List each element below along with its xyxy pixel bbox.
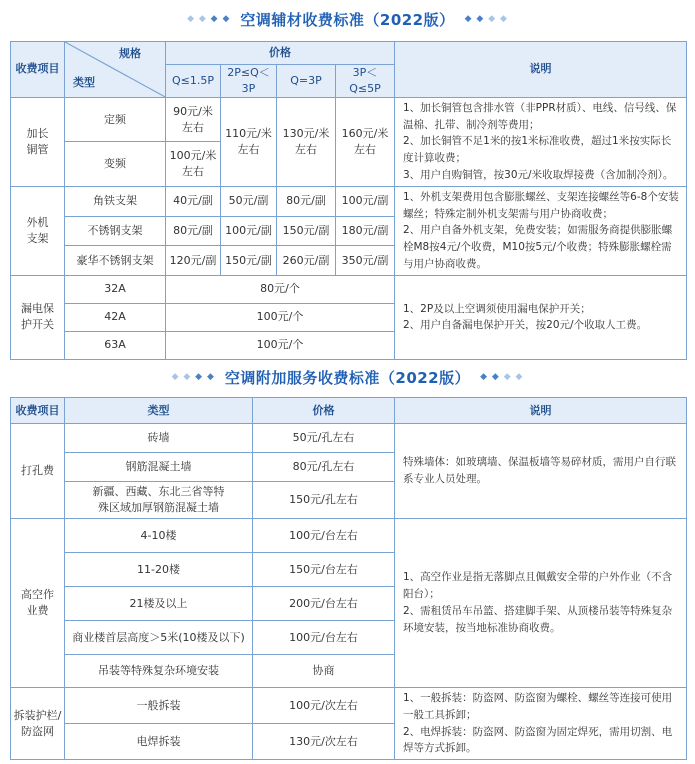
bracket-type: 角铁支架	[65, 186, 166, 216]
leak-type: 42A	[65, 303, 166, 331]
header-spec-type-diagonal	[65, 42, 166, 98]
high-type: 商业楼首层高度＞5米(10楼及以下)	[65, 621, 253, 655]
drill-type: 钢筋混凝土墙	[65, 453, 253, 482]
drill-type: 新疆、西藏、东北三省等特 殊区域加厚钢筋混凝土墙	[65, 482, 253, 519]
bracket-price: 100元/副	[221, 216, 277, 246]
drill-price: 50元/孔左右	[253, 424, 395, 453]
section1-title: 空调辅材收费标准（2022版）	[240, 10, 455, 29]
high-description: 1、高空作业是指无落脚点且佩戴安全带的户外作业（不含阳台）； 2、需租赁吊车吊篮、搭建脚手架、从顶楼吊装等特殊复杂环境安装，按当地标准协商收费。	[395, 519, 687, 688]
bracket-price: 80元/副	[277, 186, 336, 216]
header-desc: 说明	[395, 398, 687, 424]
remove-price: 100元/次左右	[253, 688, 395, 724]
aux-material-fee-table	[10, 41, 687, 360]
high-price: 协商	[253, 655, 395, 688]
header-col-3: Q=3P	[277, 65, 336, 98]
high-type: 吊装等特殊复杂环境安装	[65, 655, 253, 688]
diamond-decoration-right-icon: ◆ ◆ ◆ ◆	[480, 372, 524, 382]
pipe-price-fixed: 90元/米 左右	[166, 97, 221, 141]
drill-type: 砖墙	[65, 424, 253, 453]
remove-type: 电焊拆装	[65, 724, 253, 760]
remove-description: 1、一般拆装：防盗网、防盗窗为螺栓、螺丝等连接可使用一般工具拆卸； 2、电焊拆装：防盗网、防盗窗为固定焊死，需用切割、电焊等方式拆卸。	[395, 688, 687, 760]
drill-description: 特殊墙体：如玻璃墙、保温板墙等易碎材质，需用户自行联系专业人员处理。	[395, 424, 687, 519]
drill-price: 150元/孔左右	[253, 482, 395, 519]
pipe-price-inverter: 100元/米 左右	[166, 142, 221, 187]
category-copper-pipe: 加长 铜管	[11, 97, 65, 186]
remove-type: 一般拆装	[65, 688, 253, 724]
header-fee-item: 收费项目	[11, 42, 65, 98]
diamond-decoration-right-icon: ◆ ◆ ◆ ◆	[464, 14, 508, 24]
header-col-4: 3P＜Q≤5P	[336, 65, 395, 98]
leak-description: 1、2P及以上空调须使用漏电保护开关； 2、用户自备漏电保护开关，按20元/个收取人工费。	[395, 275, 687, 359]
category-high-altitude: 高空作 业费	[11, 519, 65, 688]
header-fee-item: 收费项目	[11, 398, 65, 424]
bracket-price: 150元/副	[277, 216, 336, 246]
pipe-description: 1、加长铜管包含排水管（非PPR材质）、电线、信号线、保温棉、扎带、制冷剂等费用； 2、加长铜管不足1米的按1米标准收费，超过1米按实际长度计算收费； 3、用户自购铜管，按30元/米收取焊接费（含加制冷剂）。	[395, 97, 687, 186]
bracket-price: 120元/副	[166, 246, 221, 276]
bracket-type: 豪华不锈钢支架	[65, 246, 166, 276]
high-type: 21楼及以上	[65, 587, 253, 621]
header-desc: 说明	[395, 42, 687, 98]
bracket-price: 260元/副	[277, 246, 336, 276]
header-spec: 规格	[119, 47, 141, 60]
leak-price: 100元/个	[166, 303, 395, 331]
pipe-type-inverter: 变频	[65, 142, 166, 187]
category-leakage-switch: 漏电保 护开关	[11, 275, 65, 359]
diamond-decoration-left-icon: ◆ ◆ ◆ ◆	[171, 372, 215, 382]
bracket-price: 180元/副	[336, 216, 395, 246]
high-price: 100元/台左右	[253, 621, 395, 655]
high-type: 4-10楼	[65, 519, 253, 553]
header-price: 价格	[253, 398, 395, 424]
header-price: 价格	[166, 42, 395, 65]
leak-type: 32A	[65, 275, 166, 303]
high-price: 150元/台左右	[253, 553, 395, 587]
section1-title-bar	[0, 6, 695, 32]
high-type: 11-20楼	[65, 553, 253, 587]
section2-title-bar	[0, 364, 695, 390]
bracket-description: 1、外机支架费用包含膨胀螺丝、支架连接螺丝等6-8个安装螺丝；特殊定制外机支架需与用户协商收费； 2、用户自备外机支架，免费安装；如需服务商提供膨胀螺栓M8按4元/个收费，M10按5元/个收费；特殊膨胀螺栓需与用户协商收费。	[395, 186, 687, 275]
bracket-price: 50元/副	[221, 186, 277, 216]
header-col-2: 2P≤Q＜3P	[221, 65, 277, 98]
header-col-1: Q≤1.5P	[166, 65, 221, 98]
bracket-type: 不锈钢支架	[65, 216, 166, 246]
bracket-price: 40元/副	[166, 186, 221, 216]
pipe-price-col2: 110元/米 左右	[221, 97, 277, 186]
pipe-price-col4: 160元/米 左右	[336, 97, 395, 186]
bracket-price: 350元/副	[336, 246, 395, 276]
header-type: 类型	[73, 75, 95, 89]
diamond-decoration-left-icon: ◆ ◆ ◆ ◆	[187, 14, 231, 24]
leak-price: 80元/个	[166, 275, 395, 303]
extra-service-fee-table	[10, 397, 687, 760]
remove-price: 130元/次左右	[253, 724, 395, 760]
category-drilling: 打孔费	[11, 424, 65, 519]
leak-price: 100元/个	[166, 331, 395, 359]
high-price: 200元/台左右	[253, 587, 395, 621]
category-outdoor-bracket: 外机 支架	[11, 186, 65, 275]
bracket-price: 100元/副	[336, 186, 395, 216]
header-type: 类型	[65, 398, 253, 424]
pipe-price-col3: 130元/米 左右	[277, 97, 336, 186]
leak-type: 63A	[65, 331, 166, 359]
drill-price: 80元/孔左右	[253, 453, 395, 482]
high-price: 100元/台左右	[253, 519, 395, 553]
bracket-price: 150元/副	[221, 246, 277, 276]
section2-title: 空调附加服务收费标准（2022版）	[224, 368, 471, 387]
pipe-type-fixed: 定频	[65, 97, 166, 141]
category-guardrail-removal: 拆装护栏/ 防盗网	[11, 688, 65, 760]
bracket-price: 80元/副	[166, 216, 221, 246]
